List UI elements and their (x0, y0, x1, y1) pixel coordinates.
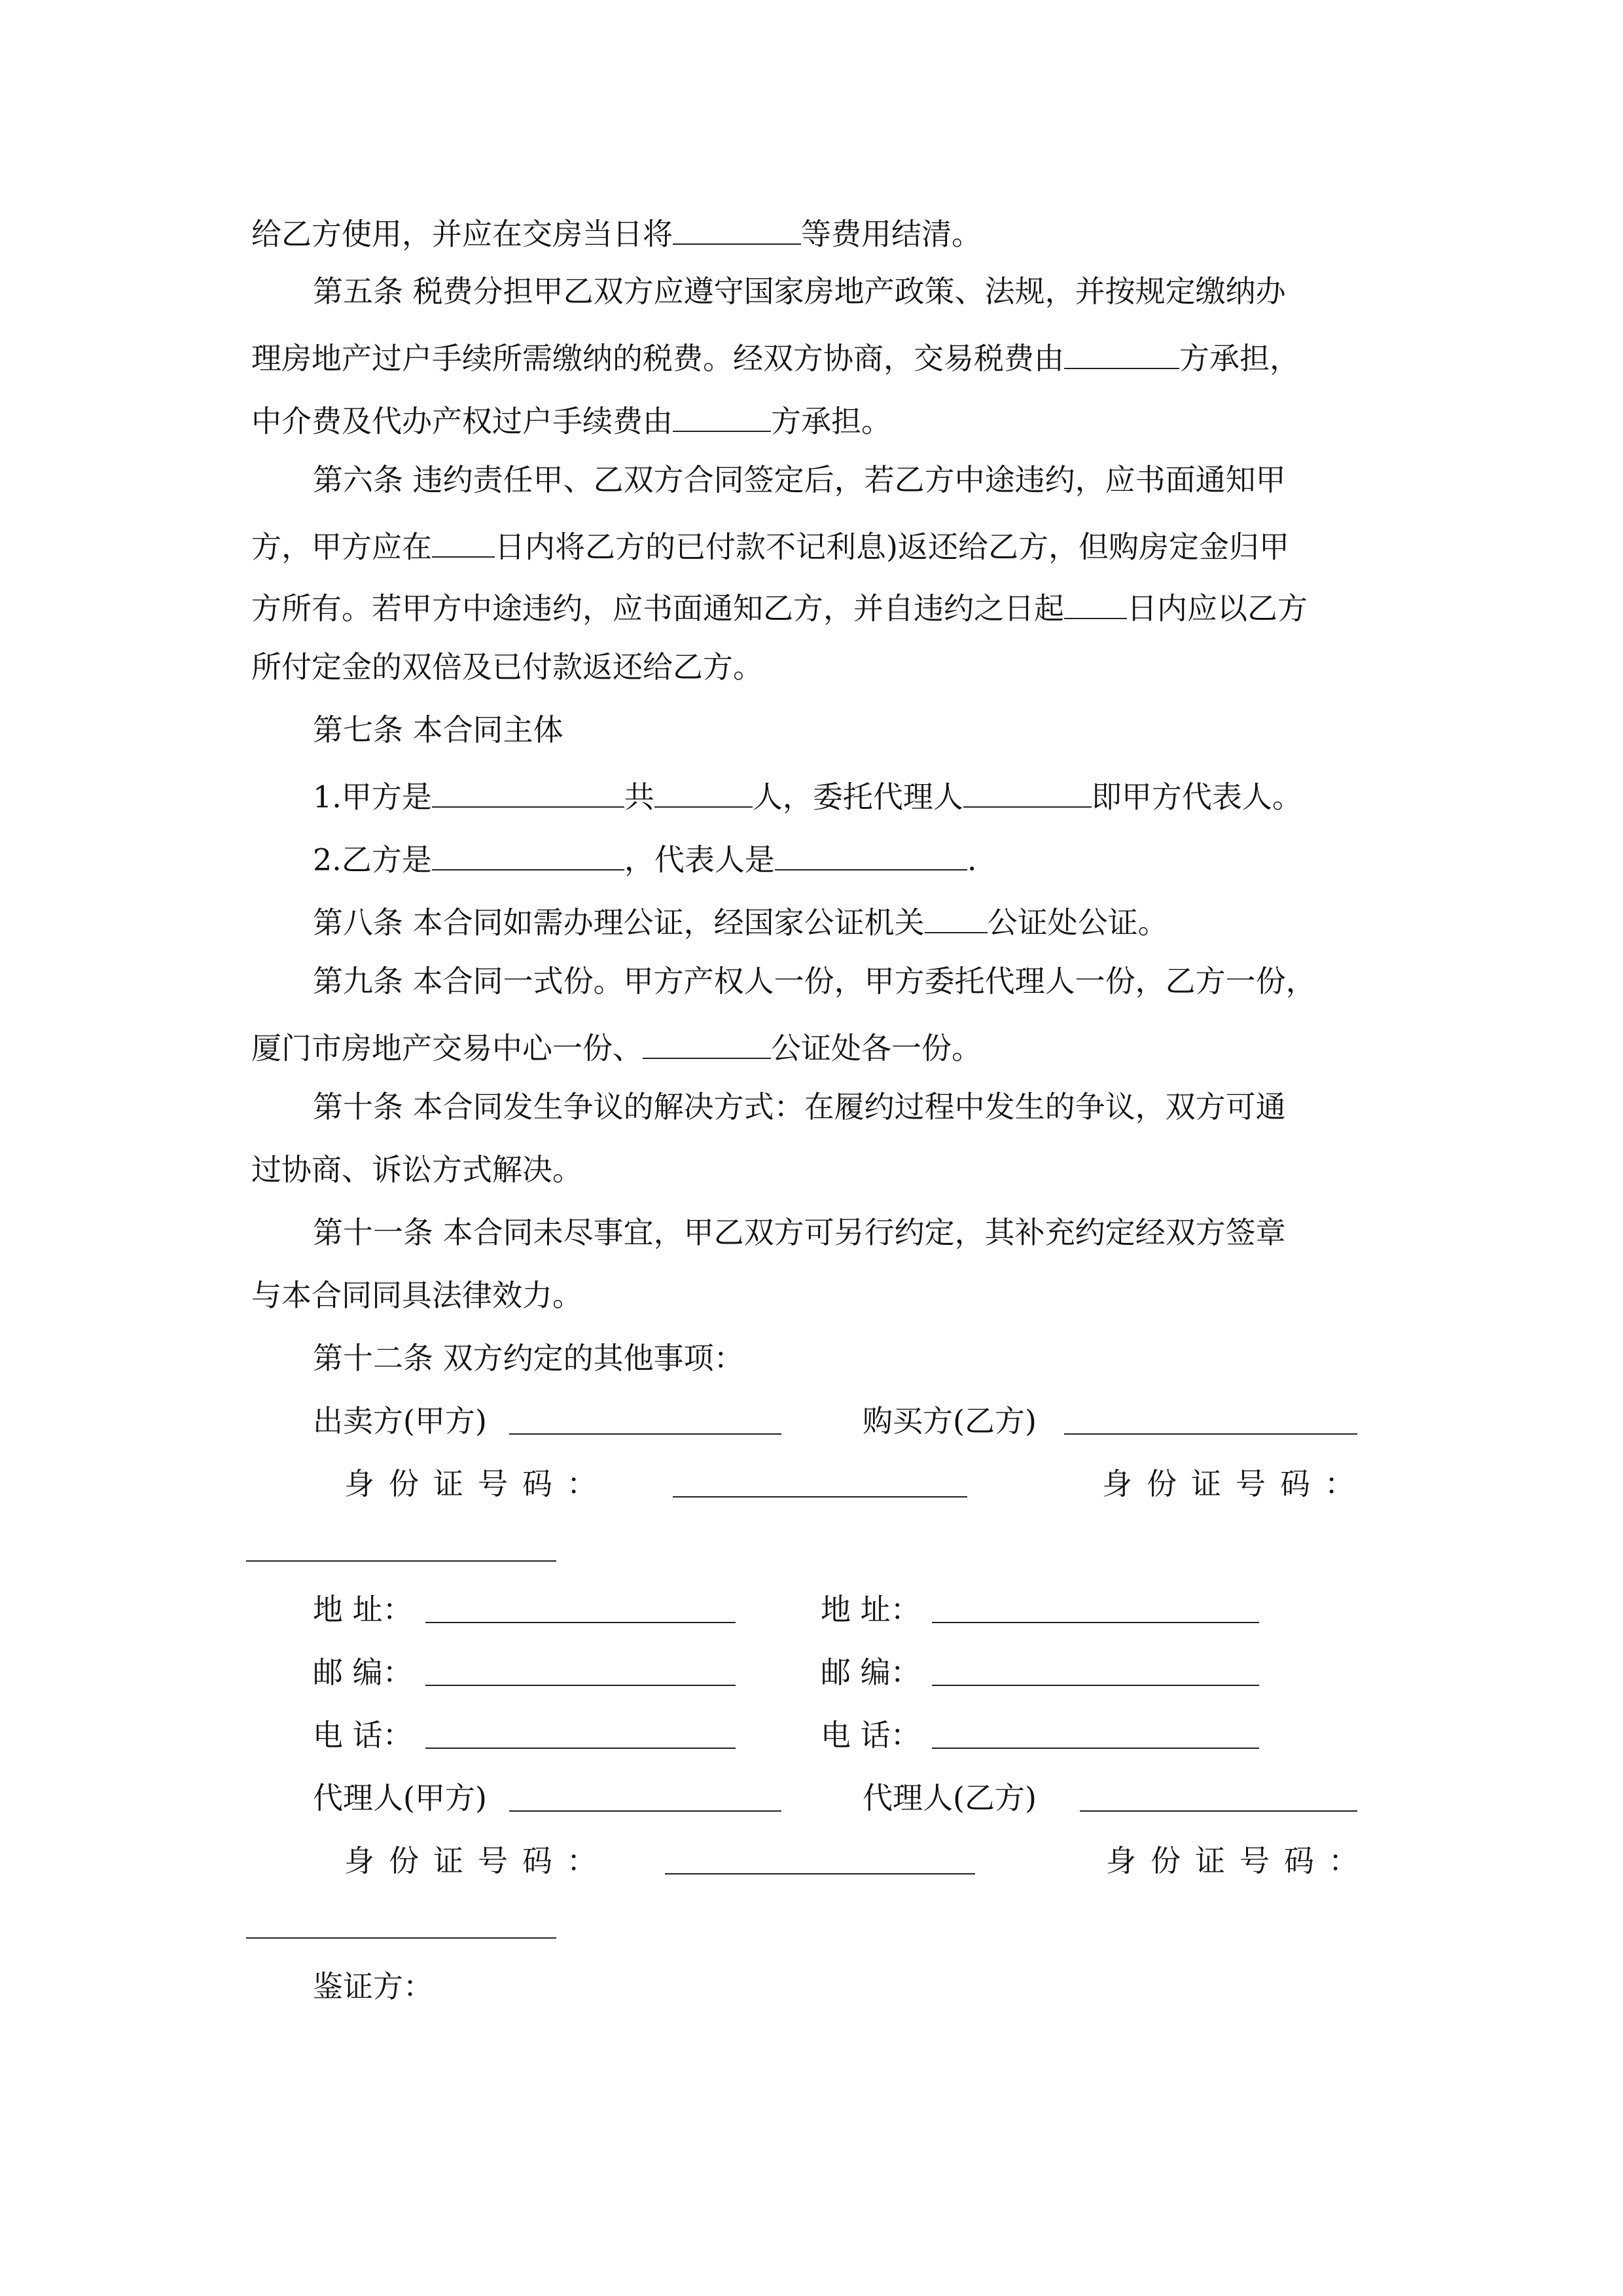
art11-line2: 与本合同同具法律效力。 (251, 1278, 582, 1313)
blank-notary-office[interactable] (925, 903, 988, 933)
seller-postcode-label: 邮 编： (313, 1655, 413, 1690)
agent-b-label: 代理人(乙方) (863, 1780, 1037, 1816)
art12-title: 第十二条 双方约定的其他事项： (313, 1340, 744, 1376)
clause-fees-settlement: 给乙方使用，并应在交房当日将 等费用结清。 (251, 215, 982, 249)
buyer-label: 购买方(乙方) (863, 1403, 1037, 1439)
agent-b-id-line[interactable] (246, 1937, 556, 1939)
art5-line3: 中介费及代办产权过户手续费由 方承担。 (251, 402, 891, 437)
agent-a-signature-line[interactable] (509, 1810, 781, 1812)
seller-id-line[interactable] (673, 1496, 967, 1498)
buyer-signature-line[interactable] (1064, 1433, 1357, 1435)
art7-item1: 1.甲方是 共 人，委托代理人 即甲方代表人。 (313, 778, 1302, 812)
art7-title: 第七条 本合同主体 (313, 712, 563, 747)
blank-agency-fee-party[interactable] (673, 402, 771, 432)
buyer-id-line[interactable] (246, 1560, 556, 1562)
blank-fees[interactable] (673, 215, 801, 245)
blank-tax-party[interactable] (1064, 339, 1179, 369)
seller-id-label: 身份证号码： (344, 1466, 611, 1501)
blank-party-a-count[interactable] (654, 778, 753, 808)
art5-line1: 第五条 税费分担甲乙双方应遵守国家房地产政策、法规，并按规定缴纳办 (313, 274, 1286, 309)
seller-phone-line[interactable] (425, 1748, 736, 1749)
art10-line1: 第十条 本合同发生争议的解决方式：在履约过程中发生的争议，双方可通 (313, 1089, 1286, 1124)
seller-postcode-line[interactable] (425, 1685, 736, 1686)
art6-line4: 所付定金的双倍及已付款返还给乙方。 (251, 649, 763, 685)
agent-b-id-label: 身份证号码： (1106, 1843, 1373, 1878)
agent-b-signature-line[interactable] (1080, 1810, 1357, 1812)
blank-refund-days[interactable] (432, 528, 495, 558)
art10-line2: 过协商、诉讼方式解决。 (251, 1152, 582, 1187)
blank-double-deposit-days[interactable] (1064, 589, 1127, 619)
art9-line2: 厦门市房地产交易中心一份、 公证处各一份。 (251, 1029, 982, 1064)
art8-line: 第八条 本合同如需办理公证，经国家公证机关 公证处公证。 (313, 903, 1168, 938)
art9-line1: 第九条 本合同一式份。甲方产权人一份，甲方委托代理人一份，乙方一份， (313, 963, 1316, 999)
buyer-address-label: 地 址： (821, 1592, 921, 1627)
agent-a-id-line[interactable] (665, 1873, 975, 1874)
art7-item2: 2.乙方是 ，代表人是 . (313, 840, 977, 875)
art6-line3: 方所有。若甲方中途违约，应书面通知乙方，并自违约之日起 日内应以乙方 (251, 589, 1308, 624)
seller-signature-line[interactable] (509, 1433, 781, 1435)
blank-party-a-name[interactable] (432, 778, 624, 808)
art6-line2: 方，甲方应在 日内将乙方的已付款不记利息)返还给乙方，但购房定金归甲 (251, 528, 1289, 562)
seller-address-label: 地 址： (313, 1592, 413, 1627)
buyer-address-line[interactable] (932, 1622, 1259, 1623)
blank-party-b-representative[interactable] (775, 840, 967, 870)
art5-line2: 理房地产过户手续所需缴纳的税费。经双方协商，交易税费由 方承担， (251, 339, 1300, 374)
buyer-postcode-line[interactable] (932, 1685, 1259, 1686)
blank-party-a-agent[interactable] (963, 778, 1092, 808)
seller-label: 出卖方(甲方) (313, 1403, 487, 1439)
buyer-phone-line[interactable] (932, 1748, 1259, 1749)
buyer-phone-label: 电 话： (821, 1717, 921, 1753)
agent-a-label: 代理人(甲方) (313, 1780, 487, 1816)
seller-phone-label: 电 话： (313, 1717, 413, 1753)
seller-address-line[interactable] (425, 1622, 736, 1623)
agent-a-id-label: 身份证号码： (344, 1843, 611, 1878)
buyer-id-label: 身份证号码： (1102, 1466, 1369, 1501)
witness-label: 鉴证方： (313, 1969, 433, 2004)
art11-line1: 第十一条 本合同未尽事宜，甲乙双方可另行约定，其补充约定经双方签章 (313, 1215, 1286, 1250)
buyer-postcode-label: 邮 编： (821, 1655, 921, 1690)
blank-notary-copy[interactable] (643, 1029, 771, 1059)
art6-line1: 第六条 违约责任甲、乙双方合同签定后，若乙方中途违约，应书面通知甲 (313, 462, 1286, 497)
blank-party-b-name[interactable] (432, 840, 624, 870)
